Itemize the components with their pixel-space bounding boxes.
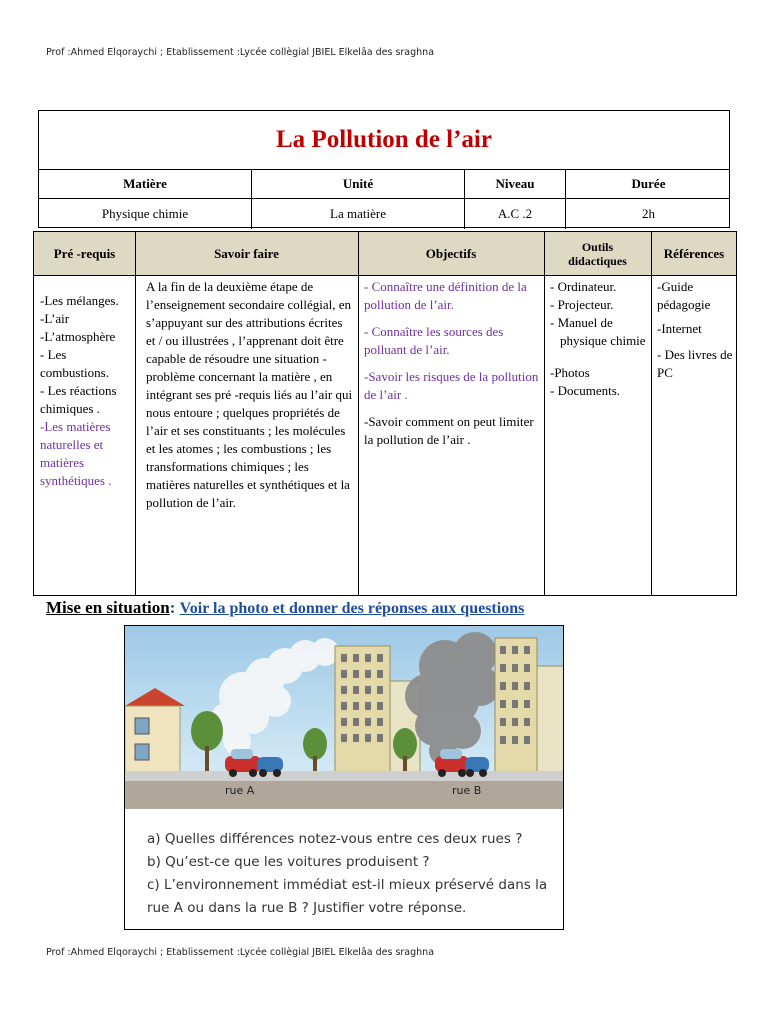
list-item: -L’air [40,311,70,326]
list-item: -Internet [657,321,702,336]
list-item: -Guide pédagogie [657,279,711,312]
list-item: -Les mélanges. [40,293,119,308]
header-outils: Outils didactiques [568,240,627,268]
question-b: b) Qu’est-ce que les voitures produisent ? [147,854,430,870]
list-item: - Ordinateur. [550,279,617,294]
val-matiere: Physique chimie [101,205,189,221]
list-item: - Manuel de physique chimie [550,315,646,348]
divider [135,232,136,595]
list-item: -Savoir les risques de la pollution de l’air . [364,369,539,402]
list-item: - Connaître les sources des polluant de l’air. [364,324,504,357]
street-a-label: rue A [225,784,255,797]
list-item: -Les matières naturelles et matières synthétiques . [40,419,112,488]
list-item: -L’atmosphère [40,329,116,344]
street-b-label: rue B [452,784,482,797]
lesson-info-table [38,110,730,228]
header-prerequis: Pré -requis [53,246,116,261]
val-niveau: A.C .2 [464,198,565,229]
pedagogy-table [33,231,737,596]
divider [358,232,359,595]
val-duree: 2h [565,198,731,229]
list-item: - Documents. [550,383,621,398]
situation-label: Mise en situation [46,598,170,617]
list-item: -Savoir comment on peut limiter la pollution de l’air . [364,414,534,447]
lesson-title: La Pollution de l’air [276,126,492,153]
savoir-faire-text: A la fin de la deuxième étape de l’enseignement secondaire collégial, en s’appuyant sur des attributions écrites et / ou illustrées , l’apprenant doit être capable de résoudre une situation - problème concernant la matière , en intégrant ses pré -requis liés au l’air qui nous entoure ; quelques propriétés de l’air et ses constituants ; les molécules et les atomes ; les combustions ; les transformations chimiques ; les matières naturelles et synthétiques et la pollution de l’air. [146,279,353,510]
page-footer: Prof :Ahmed Elqoraychi ; Etablissement :Lycée collègial JBIEL Elkelâa des sraghna [46,947,435,958]
prerequis-list [40,292,132,490]
header-savoir-faire: Savoir faire [214,246,279,261]
col-duree: Durée [565,169,731,198]
situation-instruction: Voir la photo et donner des réponses aux questions [179,600,525,617]
outils-list [550,278,648,400]
col-niveau: Niveau [464,169,565,198]
divider [544,232,545,595]
question-c: c) L’environnement immédiat est-il mieux préservé dans la [147,877,548,893]
list-item: - Connaître une définition de la pollution de l’air. [364,279,527,312]
list-item: - Les réactions chimiques . [40,383,117,416]
list-item: - Des livres de PC [657,347,733,380]
col-unite: Unité [251,169,464,198]
situation-heading [46,598,524,618]
col-matiere: Matière [123,175,167,191]
list-item: - Projecteur. [550,297,614,312]
page-header: Prof :Ahmed Elqoraychi ; Etablissement :Lycée collègial JBIEL Elkelâa des sraghna [46,47,435,58]
question-c-continued: rue A ou dans la rue B ? Justifier votre réponse. [147,900,467,916]
objectifs-list [364,278,540,449]
list-item: -Photos [550,365,590,380]
street-illustration [124,625,564,930]
header-references: Références [663,246,725,261]
list-item: - Les combustions. [40,347,109,380]
situation-colon: : [169,598,176,617]
references-list [657,278,735,382]
header-objectifs: Objectifs [425,246,477,261]
divider [651,232,652,595]
question-a: a) Quelles différences notez-vous entre ces deux rues ? [147,831,523,847]
val-unite: La matière [251,198,464,229]
